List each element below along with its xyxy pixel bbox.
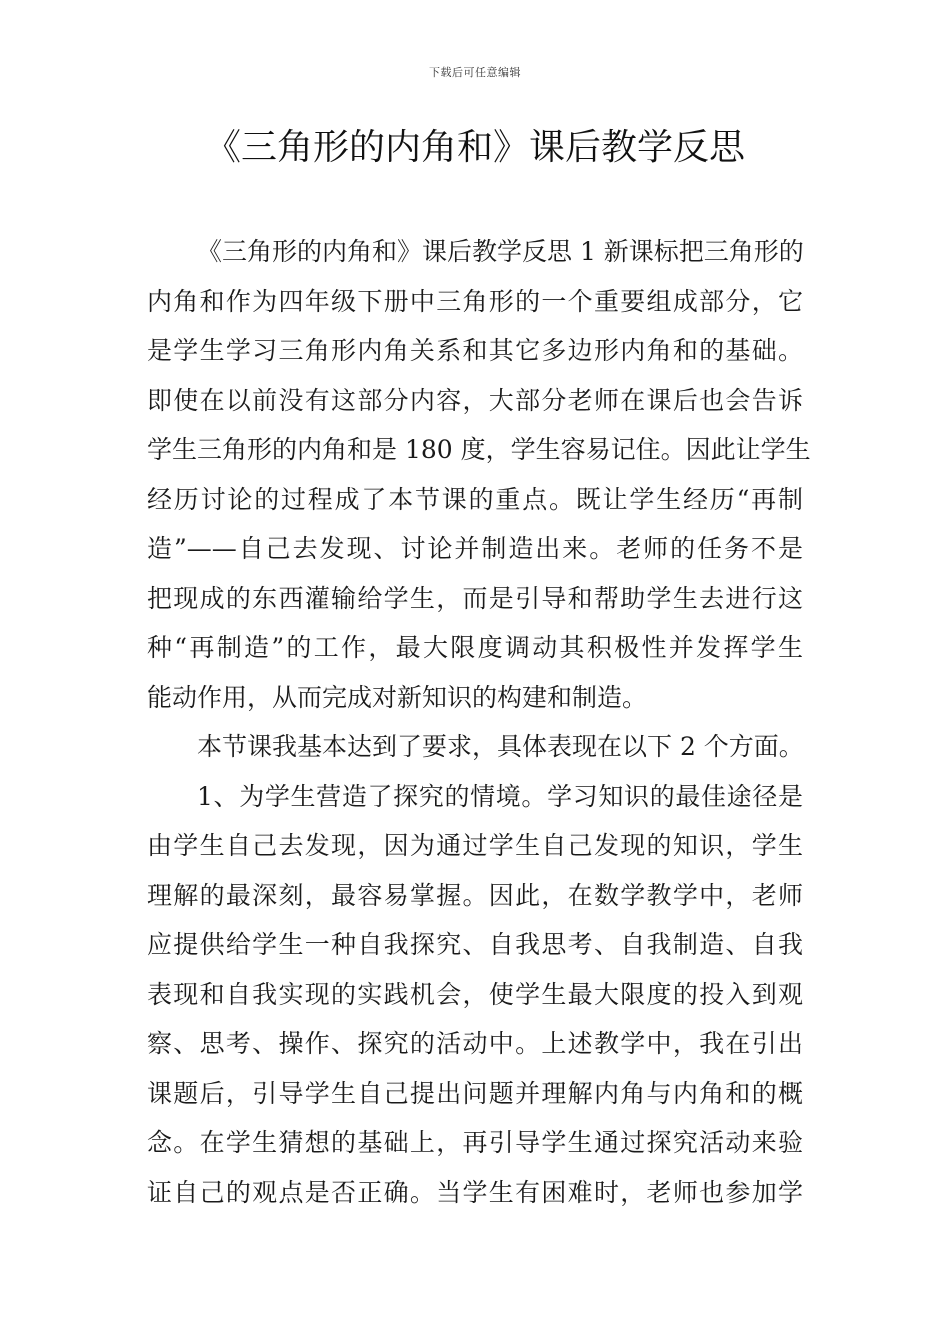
text-line: 学生三角形的内角和是 180 度，学生容易记住。因此让学生 <box>147 435 811 464</box>
text-line: 应提供给学生一种自我探究、自我思考、自我制造、自我 <box>147 930 803 959</box>
text-line: 1、为学生营造了探究的情境。学习知识的最佳途径是 <box>197 781 803 811</box>
paragraph <box>147 722 803 772</box>
text-line: 能动作用，从而完成对新知识的构建和制造。 <box>147 682 648 712</box>
text-line: 察、思考、操作、探究的活动中。上述教学中，我在引出 <box>147 1029 803 1058</box>
text-line: 种“再制造”的工作，最大限度调动其积极性并发挥学生 <box>147 633 803 662</box>
text-line: 造”——自己去发现、讨论并制造出来。老师的任务不是 <box>147 534 803 563</box>
text-line: 表现和自我实现的实践机会，使学生最大限度的投入到观 <box>147 979 803 1009</box>
text-line: 课题后，引导学生自己提出问题并理解内角与内角和的概 <box>147 1078 803 1108</box>
text-line: 即使在以前没有这部分内容，大部分老师在课后也会告诉 <box>147 385 803 415</box>
text-line: 理解的最深刻，最容易掌握。因此，在数学教学中，老师 <box>147 880 803 910</box>
document-body <box>147 227 811 1217</box>
text-line: 《三角形的内角和》课后教学反思 1 新课标把三角形的 <box>197 237 804 266</box>
text-line: 由学生自己去发现，因为通过学生自己发现的知识，学生 <box>147 831 803 860</box>
document-title: 《三角形的内角和》课后教学反思 <box>204 127 745 168</box>
text-line: 是学生学习三角形内角关系和其它多边形内角和的基础。 <box>147 336 803 365</box>
header-note: 下载后可任意编辑 <box>429 66 521 79</box>
text-line: 经历讨论的过程成了本节课的重点。既让学生经历“再制 <box>147 484 803 514</box>
paragraph <box>147 772 803 1218</box>
text-line: 本节课我基本达到了要求，具体表现在以下 2 个方面。 <box>197 732 804 761</box>
text-line: 念。在学生猜想的基础上，再引导学生通过探究活动来验 <box>147 1128 803 1157</box>
text-line: 证自己的观点是否正确。当学生有困难时，老师也参加学 <box>147 1177 803 1207</box>
text-line: 把现成的东西灌输给学生，而是引导和帮助学生去进行这 <box>147 583 803 613</box>
text-line: 内角和作为四年级下册中三角形的一个重要组成部分，它 <box>147 286 803 316</box>
paragraph <box>147 227 811 722</box>
